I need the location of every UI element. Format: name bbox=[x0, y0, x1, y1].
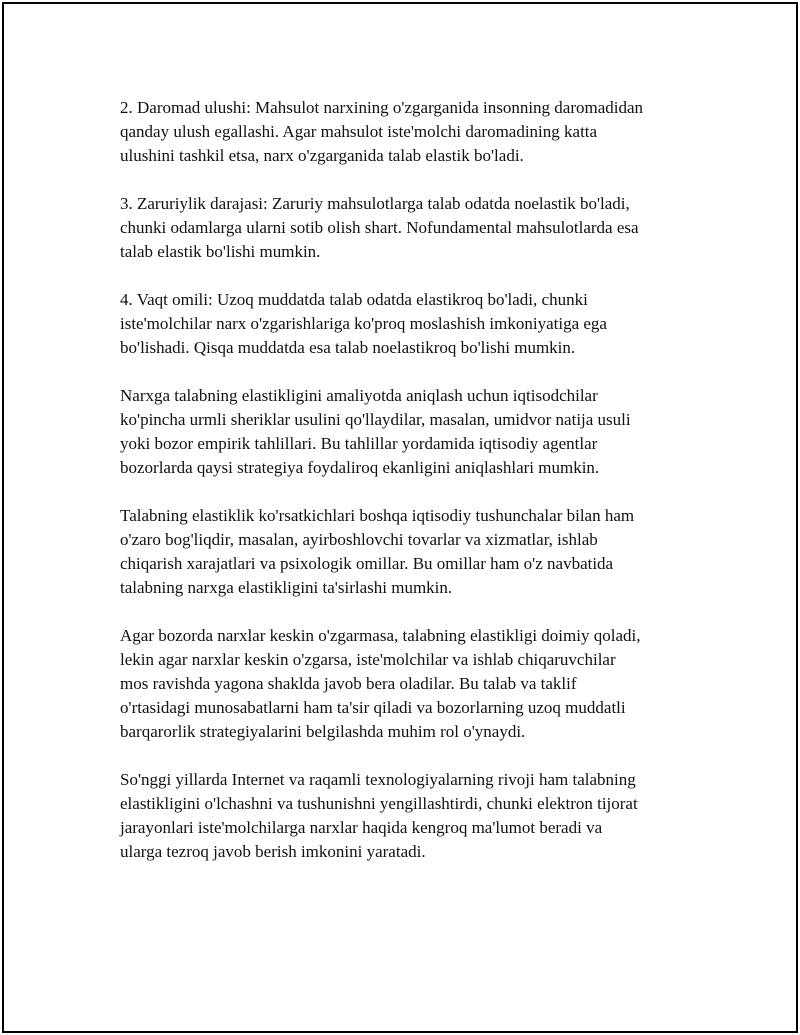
paragraph-measuring-elasticity: Narxga talabning elastikligini amaliyotda aniqlash uchun iqtisodchilar ko'pincha urmli sheriklar usulini qo'llaydilar, masalan, umidvor natija usuli yoki bozor empirik tahlillari. Bu tahlillar yordamida iqtisodiy agentlar bozorlarda qaysi strategiya foydaliroq ekanligini aniqlashlari mumkin. bbox=[120, 386, 631, 477]
paragraph-internet-technology: So'nggi yillarda Internet va raqamli texnologiyalarning rivoji ham talabning elastikligini o'lchashni va tushunishni yengillashtirdi, chunki elektron tijorat jarayonlari iste'molchilarga narxlar haqida kengroq ma'lumot beradi va ularga tezroq javob berish imkonini yaratadi. bbox=[120, 770, 638, 861]
paragraph-income-share: 2. Daromad ulushi: Mahsulot narxining o'zgarganida insonning daromadidan qanday ulush egallashi. Agar mahsulot iste'molchi daromadining katta ulushini tashkil etsa, narx o'zgarganida talab elastik bo'ladi. bbox=[120, 98, 644, 165]
paragraph-related-concepts: Talabning elastiklik ko'rsatkichlari boshqa iqtisodiy tushunchalar bilan ham o'zaro bog'liqdir, masalan, ayirboshlovchi tovarlar va xizmatlar, ishlab chiqarish xarajatlari va psixologik omillar. Bu omillar ham o'z navbatida talabning narxga elastikligini ta'sirlashi mumkin. bbox=[120, 506, 635, 597]
page-frame bbox=[2, 2, 798, 1033]
paragraph-price-changes: Agar bozorda narxlar keskin o'zgarmasa, talabning elastikligi doimiy qoladi, lekin agar narxlar keskin o'zgarsa, iste'molchilar va ishlab chiqaruvchilar mos ravishda yagona shaklda javob bera oladilar. Bu talab va taklif o'rtasidagi munosabatlarni ham ta'sir qiladi va bozorlarning uzoq muddatli barqarorlik strategiyalarini belgilashda muhim rol o'ynaydi. bbox=[120, 626, 641, 741]
paragraph-necessity-level: 3. Zaruriylik darajasi: Zaruriy mahsulotlarga talab odatda noelastik bo'ladi, chunki odamlarga ularni sotib olish shart. Nofundamental mahsulotlarda esa talab elastik bo'lishi mumkin. bbox=[120, 194, 639, 261]
paragraph-time-factor: 4. Vaqt omili: Uzoq muddatda talab odatda elastikroq bo'ladi, chunki iste'molchilar narx o'zgarishlariga ko'proq moslashish imkoniyatiga ega bo'lishadi. Qisqa muddatda esa talab noelastikroq bo'lishi mumkin. bbox=[120, 290, 607, 357]
document-body bbox=[120, 96, 700, 888]
